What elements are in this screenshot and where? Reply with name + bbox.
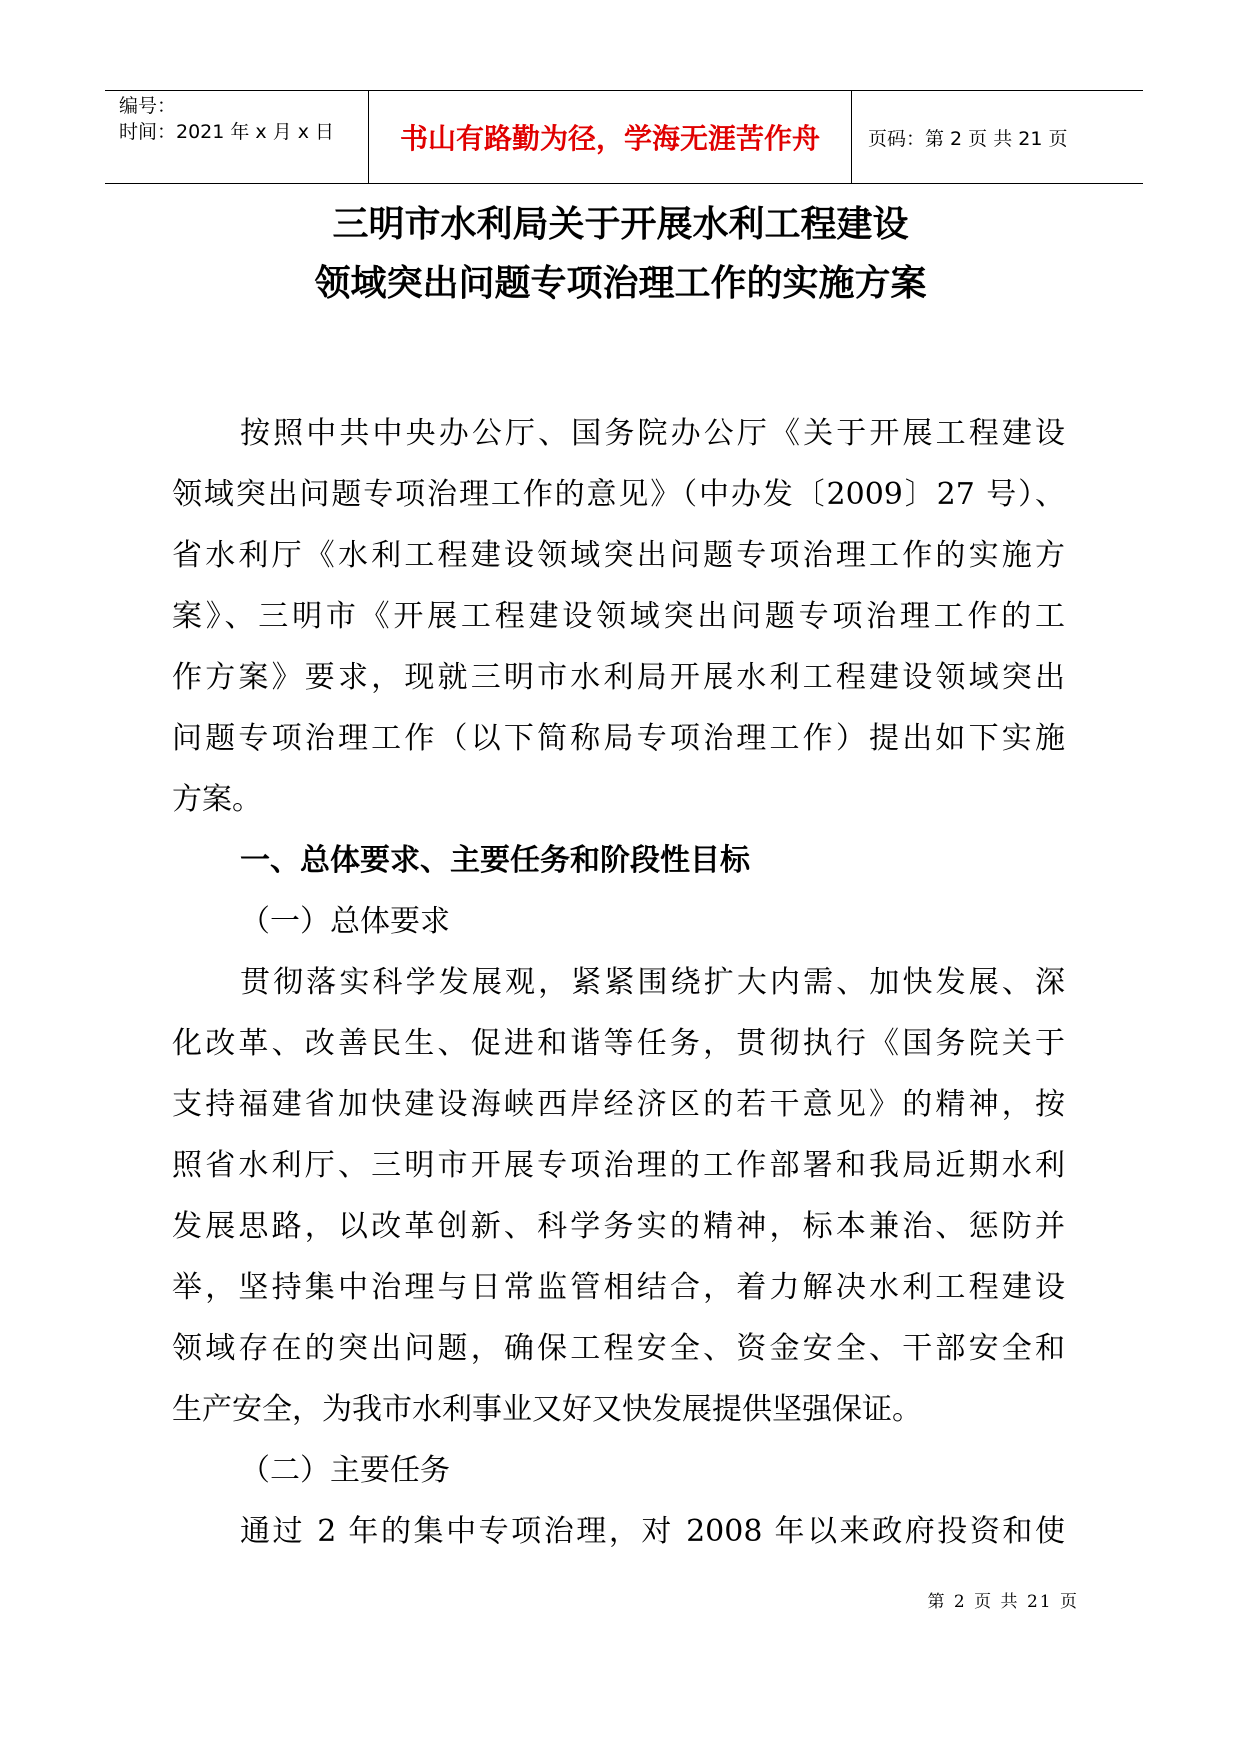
header-meta (105, 91, 369, 183)
page-footer: 第 2 页 共 21 页 (927, 1592, 1079, 1612)
header-page-label: 页码：第 2 页 共 21 页 (868, 127, 1068, 150)
paragraph-1-line: 案》、三明市《开展工程建设领域突出问题专项治理工作的工 (172, 599, 1065, 634)
paragraph-2-line: 贯彻落实科学发展观，紧紧围绕扩大内需、加快发展、深 (240, 965, 1065, 1000)
paragraph-1-line: 问题专项治理工作（以下简称局专项治理工作）提出如下实施 (172, 721, 1065, 756)
subsection-heading-1: （一）总体要求 (240, 904, 450, 939)
paragraph-2-line: 举，坚持集中治理与日常监管相结合，着力解决水利工程建设 (172, 1270, 1065, 1305)
paragraph-2-line: 照省水利厅、三明市开展专项治理的工作部署和我局近期水利 (172, 1148, 1065, 1183)
header-motto: 书山有路勤为径，学海无涯苦作舟 (369, 91, 852, 183)
paragraph-2-line: 生产安全，为我市水利事业又好又快发展提供坚强保证。 (172, 1392, 922, 1427)
paragraph-1-line: 按照中共中央办公厅、国务院办公厅《关于开展工程建设 (240, 416, 1065, 451)
paragraph-3-line: 通过 2 年的集中专项治理，对 2008 年以来政府投资和使 (240, 1514, 1065, 1549)
document-title-line-1: 三明市水利局关于开展水利工程建设 (332, 203, 909, 245)
paragraph-2-line: 发展思路，以改革创新、科学务实的精神，标本兼治、惩防并 (172, 1209, 1065, 1244)
paragraph-2-line: 领域存在的突出问题，确保工程安全、资金安全、干部安全和 (172, 1331, 1065, 1366)
paragraph-1-line: 方案。 (172, 782, 262, 817)
paragraph-1-line: 领域突出问题专项治理工作的意见》（中办发〔2009〕27 号）、 (172, 477, 1065, 512)
document-title-line-2: 领域突出问题专项治理工作的实施方案 (314, 262, 927, 304)
paragraph-2-line: 支持福建省加快建设海峡西岸经济区的若干意见》的精神，按 (172, 1087, 1065, 1122)
number-label: 编号： (119, 95, 177, 117)
subsection-heading-2: （二）主要任务 (240, 1453, 450, 1488)
paragraph-1-line: 作方案》要求，现就三明市水利局开展水利工程建设领域突出 (172, 660, 1065, 695)
section-heading-1: 一、总体要求、主要任务和阶段性目标 (240, 843, 750, 878)
paragraph-2-line: 化改革、改善民生、促进和谐等任务，贯彻执行《国务院关于 (172, 1026, 1065, 1061)
paragraph-1-line: 省水利厅《水利工程建设领域突出问题专项治理工作的实施方 (172, 538, 1065, 573)
time-label: 时间：2021 年 x 月 x 日 (119, 121, 335, 143)
document-header (105, 90, 1143, 184)
